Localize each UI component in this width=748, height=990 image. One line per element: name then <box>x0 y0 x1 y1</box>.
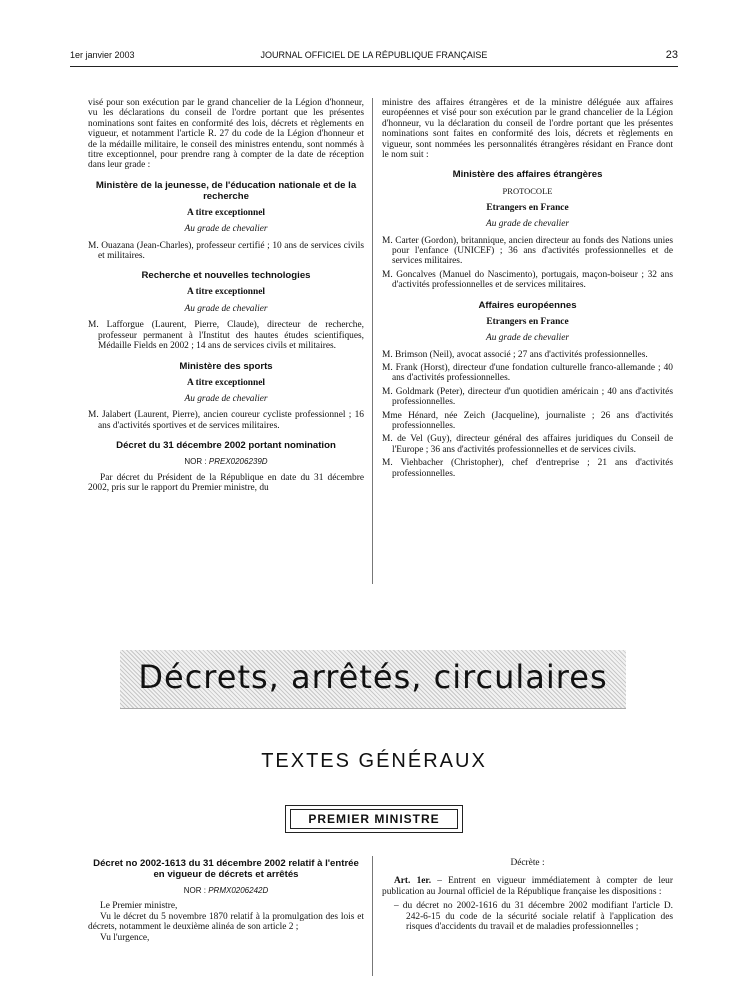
list-item: M. de Vel (Guy), directeur général des affaires juridiques du Conseil de l'Europe ; 36 ans d'activités professionnelles et de services civils. <box>382 434 673 455</box>
list-item: M. Jalabert (Laurent, Pierre), ancien coureur cycliste professionnel ; 16 ans d'activités sportives et de services militaires. <box>88 410 364 431</box>
section-subtitle: A titre exceptionnel <box>187 287 265 298</box>
list-item: Mme Hénard, née Zeich (Jacqueline), journaliste ; 26 ans d'activités professionnelles. <box>382 410 673 431</box>
list-item: M. Brimson (Neil), avocat associé ; 27 ans d'activités professionnelles. <box>382 349 648 360</box>
list-item: M. Viehbacher (Christopher), chef d'entreprise ; 21 ans d'activités professionnelles. <box>382 458 673 479</box>
decree-title: Décret du 31 décembre 2002 portant nomination <box>116 440 336 452</box>
grade-label: Au grade de chevalier <box>485 333 570 344</box>
list-item: M. Ouazana (Jean-Charles), professeur certifié ; 10 ans de services civils et militaires. <box>88 240 364 262</box>
nor-reference: NOR : PRMX0206242D <box>183 886 269 895</box>
header-title: JOURNAL OFFICIEL DE LA RÉPUBLIQUE FRANÇAISE <box>260 50 488 60</box>
section-title: Recherche et nouvelles technologies <box>141 270 311 282</box>
grade-label: Au grade de chevalier <box>184 393 268 404</box>
ministry-box <box>285 805 463 833</box>
paragraph: Le Premier ministre, <box>100 901 178 912</box>
list-item: M. Goldmark (Peter), directeur d'un quotidien américain ; 40 ans d'activités professionnelles. <box>382 386 673 408</box>
section-subtitle: A titre exceptionnel <box>187 207 265 218</box>
list-item: M. Frank (Horst), directeur d'une fondation culturelle franco-allemande ; 40 ans d'activités professionnelles. <box>382 362 673 384</box>
header-date: 1er janvier 2003 <box>70 50 135 60</box>
bottom-right-column <box>382 858 673 932</box>
header-rule <box>70 66 678 67</box>
section-subtitle: Etrangers en France <box>486 316 569 327</box>
paragraph: Vu l'urgence, <box>100 932 150 943</box>
textes-generaux-heading: TEXTES GÉNÉRAUX <box>261 750 487 772</box>
paragraph: Vu le décret du 5 novembre 1870 relatif à la promulgation des lois et décrets, notamment le deuxième alinéa de son article 2 ; <box>88 911 364 933</box>
decrete-label: Décrète : <box>510 858 545 868</box>
article-1: Art. 1er. – Entrent en vigueur immédiatement à compter de leur publication au Journal officiel de la République française les dispositions : <box>382 876 673 897</box>
column-divider <box>372 98 373 584</box>
ministry-label: PREMIER MINISTRE <box>290 809 458 829</box>
section-title: Ministère de la jeunesse, de l'éducation nationale et de la recherche <box>95 179 357 202</box>
left-column <box>88 98 364 493</box>
list-item: M. Carter (Gordon), britannique, ancien directeur au fonds des Nations unies pour l'enfance (UNICEF) ; 36 ans d'activités professionnelles et de services militaires. <box>382 235 673 267</box>
right-intro: ministre des affaires étrangères et de la ministre déléguée aux affaires européennes et visé pour son exécution par le grand chancelier de la Légion d'honneur, vu la déclaration du conseil de l'ordre portant que les présentes nominations sont faites en conformité des lois, décrets et règlements en vigueur, sont nommées les personnalités étrangères résidant en France dont le nom suit : <box>382 98 673 161</box>
column-divider <box>372 856 373 976</box>
bottom-left-column <box>88 858 364 943</box>
section-subtitle: Etrangers en France <box>486 202 569 213</box>
list-item: M. Goncalves (Manuel do Nascimento), portugais, maçon-boiseur ; 32 ans d'activités professionnelles et de services militaires. <box>382 269 673 291</box>
grade-label: Au grade de chevalier <box>184 303 268 314</box>
nor-reference: NOR : PREX0206239D <box>184 457 268 467</box>
banner-title: Décrets, arrêtés, circulaires <box>138 658 608 696</box>
grade-label: Au grade de chevalier <box>485 219 570 230</box>
section-subtitle: A titre exceptionnel <box>187 377 265 388</box>
grade-label: Au grade de chevalier <box>184 224 268 235</box>
right-column <box>382 98 673 482</box>
decree-text: Par décret du Président de la République en date du 31 décembre 2002, pris sur le rapport du Premier ministre, du <box>88 472 364 493</box>
section-title: Ministère des sports <box>179 360 273 372</box>
section-title: Affaires européennes <box>478 299 577 311</box>
section-banner <box>120 650 626 709</box>
left-intro: visé pour son exécution par le grand chancelier de la Légion d'honneur, vu les déclarations du conseil de l'ordre portant que les présentes nominations sont faites en conformité des lois, décrets et règlements en vigueur, et notamment l'article R. 27 du code de la Légion d'honneur et de la médaille militaire, le conseil des ministres entendu, sont nommés à titre exceptionnel, pour prendre rang à compter de la date de réception dans leur grade : <box>88 98 364 171</box>
decree-title: Décret no 2002-1613 du 31 décembre 2002 relatif à l'entrée en vigueur de décrets et arrêtés <box>93 858 359 880</box>
section-protocole: PROTOCOLE <box>502 186 553 197</box>
list-item: M. Lafforgue (Laurent, Pierre, Claude), directeur de recherche, professeur permanent à l'Institut des hautes études scientifiques, Médaille Fields en 2002 ; 14 ans de services civils et militaires. <box>88 320 364 352</box>
section-title: Ministère des affaires étrangères <box>452 169 603 181</box>
list-item: – du décret no 2002-1616 du 31 décembre 2002 modifiant l'article D. 242-6-15 du code de la sécurité sociale relatif à l'application des risques d'accidents du travail et de maladies professionnelles ; <box>394 901 673 933</box>
page-header <box>70 50 678 64</box>
page-number: 23 <box>665 49 678 61</box>
